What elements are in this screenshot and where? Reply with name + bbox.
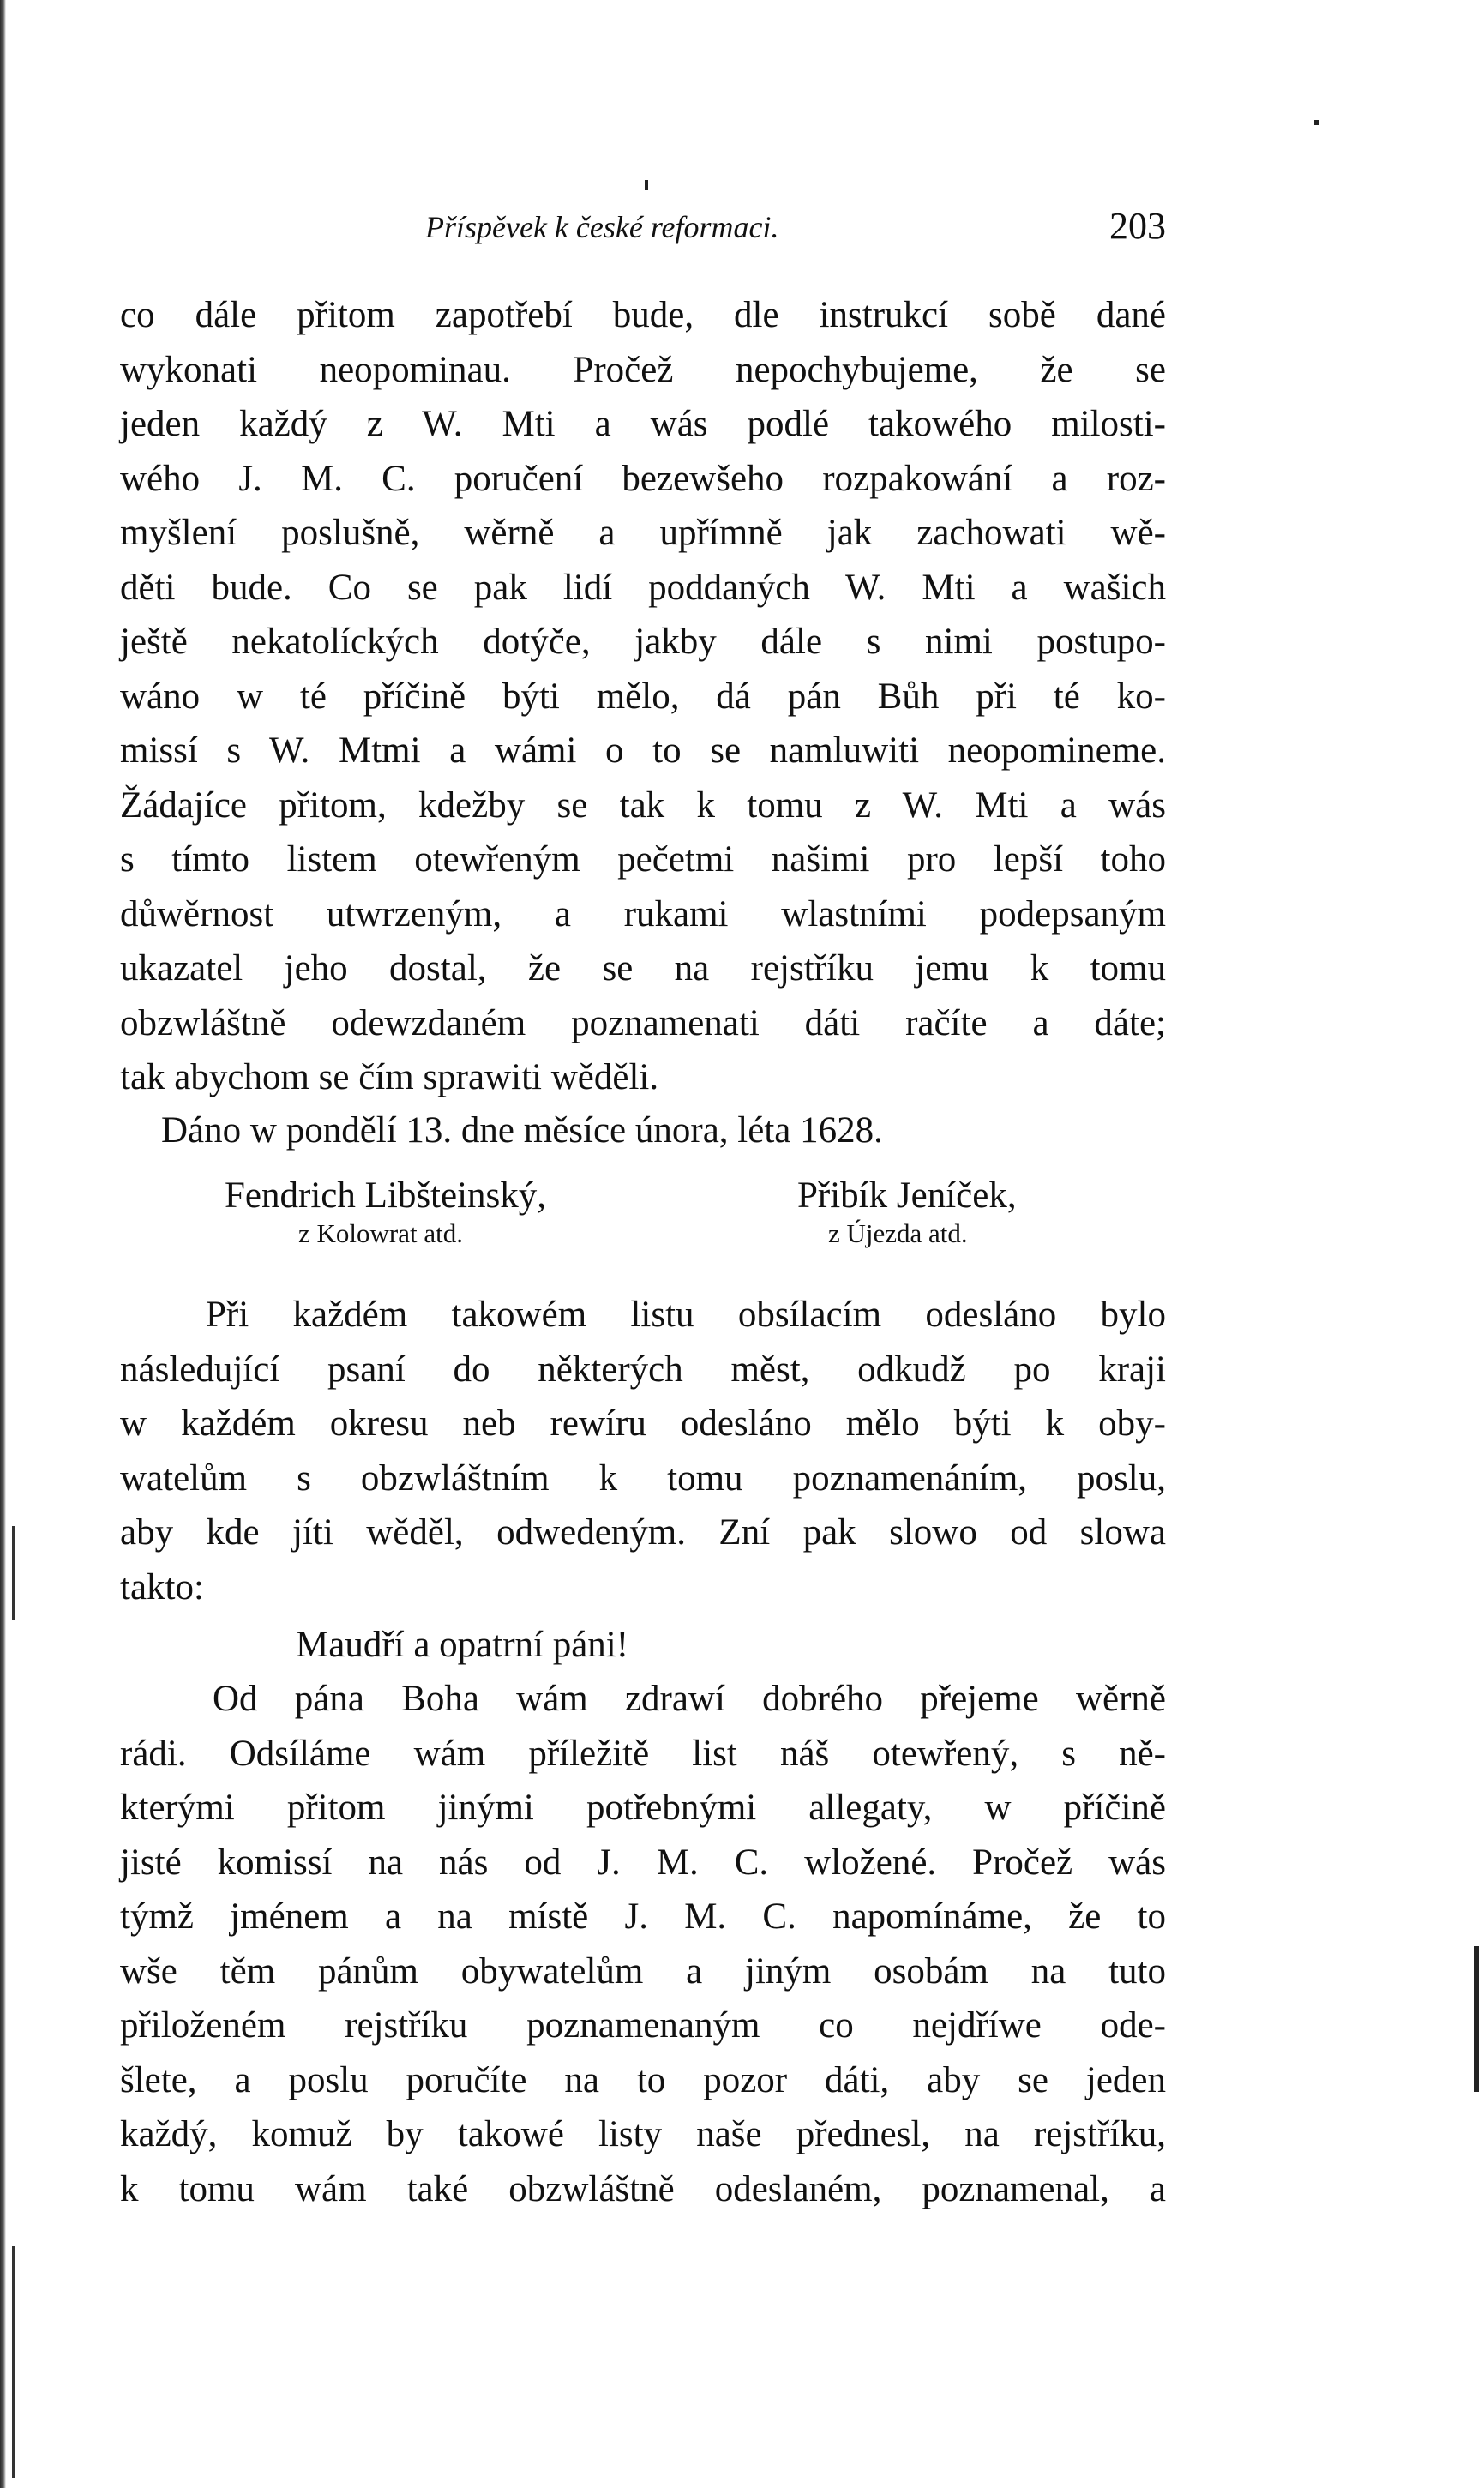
text-line: obzwláštně odewzdaném poznamenati dáti račíte a dáte;	[120, 1002, 1166, 1043]
text-line: týmž jménem a na místě J. M. C. napomínáme, že to	[120, 1896, 1166, 1937]
scan-dust	[645, 180, 648, 190]
text-line: k tomu wám také obzwláštně odeslaném, poznamenal, a	[120, 2168, 1166, 2209]
signature-right	[797, 1175, 1017, 1249]
text-line: watelům s obzwláštním k tomu poznamenáním, poslu,	[120, 1457, 1166, 1499]
paragraph-dispatch-note	[120, 1288, 1166, 1614]
text-line: následující psaní do některých měst, odkudž po kraji	[120, 1349, 1166, 1390]
scan-dust	[1314, 120, 1319, 125]
signature-name: Fendrich Libšteinský,	[225, 1175, 547, 1216]
page-number: 203	[1109, 205, 1166, 247]
text-line: rádi. Odsíláme wám příležitě list náš otewřený, s ně-	[120, 1733, 1166, 1774]
text-line: missí s W. Mtmi a wámi o to se namluwiti neopomineme.	[120, 730, 1166, 771]
text-line: wše těm pánům obywatelům a jiným osobám na tuto	[120, 1950, 1166, 1992]
signature-subtitle: z Újezda atd.	[828, 1218, 968, 1248]
scan-right-mark	[1474, 1946, 1479, 2092]
text-line: aby kde jíti wěděl, odwedeným. Zní pak slowo od slowa	[120, 1512, 1166, 1553]
text-line: s tímto listem otewřeným pečetmi našimi pro lepší toho	[120, 839, 1166, 880]
signature-left	[225, 1175, 546, 1249]
text-line: wáno w té příčině býti mělo, dá pán Bůh při té ko-	[120, 676, 1166, 717]
paragraph-letter-continuation	[120, 288, 1166, 1105]
text-line: jeden každý z W. Mti a wás podlé takowého milosti-	[120, 404, 1166, 444]
text-line: ukazatel jeho dostal, že se na rejstříku jemu k tomu	[120, 948, 1166, 989]
dated-line: Dáno w pondělí 13. dne měsíce února, léta 1628.	[161, 1110, 883, 1151]
text-line: Při každém takowém listu obsílacím odesláno bylo	[206, 1295, 1166, 1335]
text-line: co dále přitom zapotřebí bude, dle instrukcí sobě dané	[120, 295, 1166, 335]
running-title: Příspěvek k české reformaci.	[425, 210, 779, 244]
text-line: každý, komuž by takowé listy naše přednesl, na rejstříku,	[120, 2114, 1166, 2154]
text-line: jisté komissí na nás od J. M. C. wložené. Pročež wás	[120, 1842, 1166, 1883]
scan-left-mark	[12, 1526, 15, 1620]
page-header	[120, 204, 1166, 255]
text-line: ještě nekatolíckých dotýče, jakby dále s nimi postupo-	[120, 622, 1166, 662]
paragraph-letter-body	[120, 1672, 1166, 2216]
text-line: Žádajíce přitom, kdežby se tak k tomu z W. Mti a wás	[120, 784, 1166, 826]
text-line: wého J. M. C. poručení bezewšeho rozpakowání a roz-	[120, 458, 1166, 499]
text-line: důwěrnost utwrzeným, a rukami wlastními podepsaným	[120, 893, 1166, 935]
text-line: děti bude. Co se pak lidí poddaných W. Mti a wašich	[120, 567, 1166, 608]
signature-subtitle: z Kolowrat atd.	[298, 1218, 463, 1248]
text-line: wykonati neopominau. Pročež nepochybujeme, že se	[120, 349, 1166, 390]
text-line: tak abychom se čím sprawiti wěděli.	[120, 1057, 659, 1097]
letter-salutation: Maudří a opatrní páni!	[296, 1625, 629, 1665]
text-line: šlete, a poslu poručíte na to pozor dáti, aby se jeden	[120, 2059, 1166, 2100]
text-line: kterými přitom jinými potřebnými allegaty, w příčině	[120, 1788, 1166, 1828]
text-line: Od pána Boha wám zdrawí dobrého přejeme wěrně	[213, 1679, 1166, 1719]
text-line: w každém okresu neb rewíru odesláno mělo býti k oby-	[120, 1403, 1166, 1444]
scan-left-edge	[0, 0, 6, 2488]
text-line: přiloženém rejstříku poznamenaným co nejdříwe ode-	[120, 2005, 1166, 2046]
signature-name: Přibík Jeníček,	[797, 1175, 1017, 1216]
text-line: myšlení poslušně, wěrně a upřímně jak zachowati wě-	[120, 513, 1166, 553]
scan-left-mark	[12, 2246, 15, 2478]
text-line: takto:	[120, 1566, 204, 1608]
